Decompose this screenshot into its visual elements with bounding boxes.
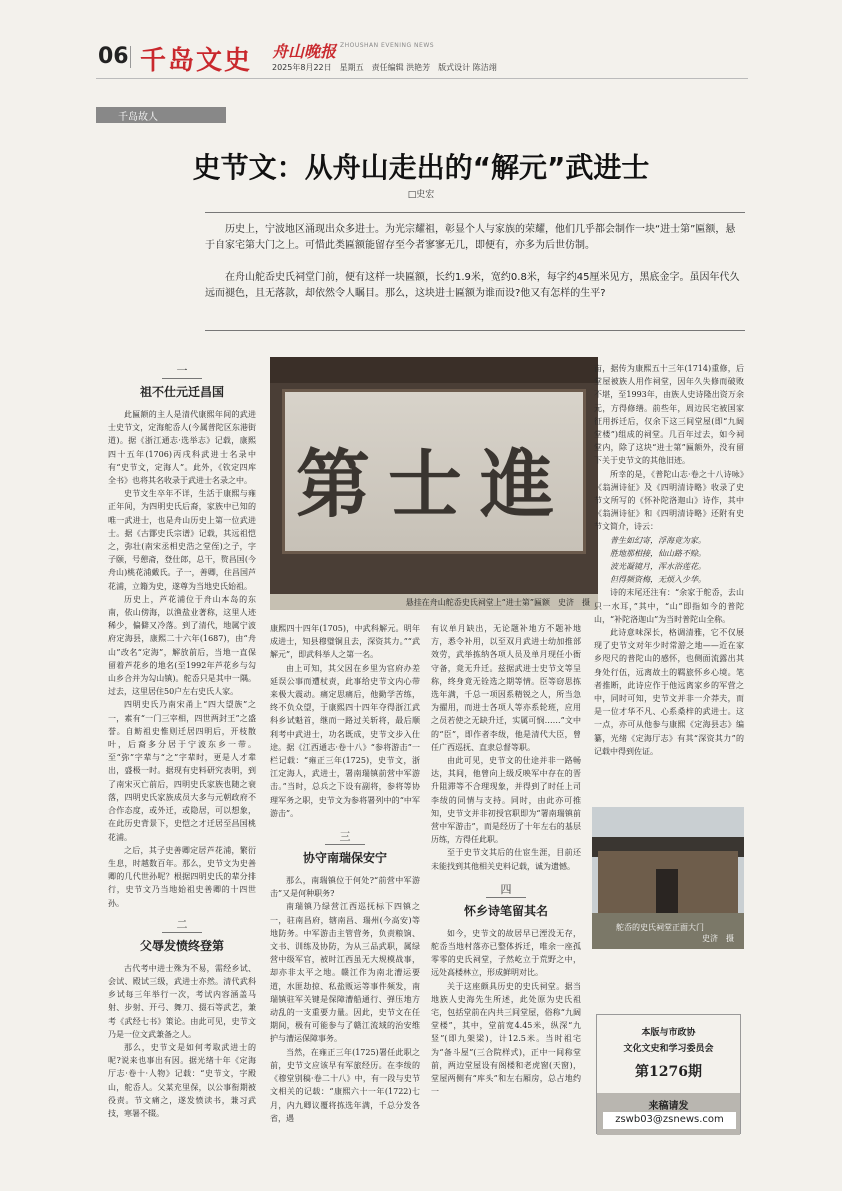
- submission-label: 来稿请发: [648, 1101, 689, 1112]
- photo-caption: [616, 922, 734, 944]
- body-paragraph: 亩，据传为康熙五十三年(1714)重修，后堂屋被族人用作祠堂，因年久失修而破败不堪，至1993年，由族人史诗隆出资万余元，方得修缮。前些年，周边民宅被国家征用拆迁后，仅余下这三间堂屋(即“九阔堂楼”)组成的祠堂。几百年过去，如今祠堂内，除了这块“进士第”匾额外，没有留下关于史节文的其他旧迹。: [594, 364, 744, 466]
- lead-paragraph: 历史上，宁波地区涌现出众多进士。为光宗耀祖，彰显个人与家族的荣耀，他们几乎都会制作一块“进士第”匾额，悬于自家宅第大门之上。可惜此类匾额能留存至今者寥寥无几，即便有，亦多为后世仿制。: [205, 224, 736, 251]
- column-3: [431, 622, 581, 1174]
- body-paragraph: 由上可知，其父因在乡里为官府办差延误公事而遭杖责，此事给史节文内心带来极大震动。痛定思痛后，他勤学苦练，终不负众望，于康熙四十四年夺得浙江武科乡试魁首，继而一路过关斩将，最后顺利考中武进士，功名既成，史节文步入仕途。据《江西通志·卷十八》“参将游击”一栏记载：“雍正三年(1725)，史节文，浙江定海人，武进士，署南瑞镇前营中军游击。”当时，总兵之下设有副将，参将等协理军务之职，史节文为参将署列中的“中军游击”。: [270, 663, 420, 818]
- section-rule: [325, 844, 365, 845]
- body-paragraph: 有议单月缺出，无论题补地方不题补地方，悉令补用，以至双月武进士幼加推部效劳，武举拣纳各项人员及单月现任小衙守备，竟无升迁。兹据武进士史节文等呈称，终身竟无铨选之期等情。臣等窃思拣选年满，千总一项因系精锐之人，所当急为擢用，而进士各项人等亦系轮班，应用之员若使之无缺升迁，实属可悯……”文中的“臣”，即作者李绂，他是清代大臣，曾任广西巡抚、直隶总督等职。: [431, 624, 581, 752]
- header-rule: [96, 78, 748, 79]
- lead-top-rule: [205, 212, 745, 213]
- photo-caption-line: 舵岙的史氏祠堂正面大门: [616, 923, 704, 932]
- section-heading: 怀乡诗笔留其名: [463, 903, 548, 918]
- poem-line: 胜地那相接，仙山路不赊。: [610, 548, 706, 558]
- section-number: 四: [500, 882, 512, 896]
- article-byline: □史宏: [407, 190, 435, 200]
- body-paragraph: 四明史氏乃南宋甬上“四大望族”之一，素有“一门三宰相，四世两封王”之盛誉。自鲂祖史惟则迁居四明后，开枝散叶，后裔多分居于宁波东乡一带。至“弥”字辈与“之”字辈时，更是人才辈出，盛极一时。据现有史料研究表明，到了南宋灭亡前后，四明史氏家族也随之衰落，四明史氏家族成员大多与元朝政府不合作态度，或外迁，或隐居，可以想象，在此历史背景下，史恺之才迁居至昌国桃花浦。: [108, 700, 256, 842]
- body-paragraph: 关于这座颇具历史的史氏祠堂。据当地族人史海先生所述，此处原为史氏祖宅，包括堂前在内共三间堂屋，俗称“九阔堂楼”，其中，堂前宽4.45米，纵深“九竖”(即九架梁)，计12.5米。当时祖宅为“备斗屋”(三合院样式)，正中一间称堂前，两边堂屋设有阁楼和老虎窗(天窗)，堂屋两侧有“库头”和左右厢房，总占地约一: [431, 981, 581, 1097]
- poem-line: 但得频资梅，无烦入少华。: [610, 575, 706, 585]
- column-2: [270, 622, 420, 1174]
- section-title: 千岛文史: [140, 46, 253, 76]
- body-paragraph: 康熙四十四年(1705)，中武科解元。明年成进士，知县穆璧铜且去，深资其力。”“武解元”，即武科举人之第一名。: [270, 624, 420, 660]
- column-4: [594, 362, 744, 798]
- column-tag: 千岛故人: [96, 107, 226, 123]
- newspaper-logo-subtitle: ZHOUSHAN EVENING NEWS: [340, 42, 435, 49]
- photo-credit: 史济 摄: [702, 934, 734, 943]
- section-number: 三: [339, 830, 351, 844]
- body-paragraph: 由此可见，史节文的仕途并非一路畅达，其间，他曾向上级反映军中存在的晋升阻滞等不合理现象，并得到了时任上司李绂的同情与支持。同时，由此亦可推知，史节文并非初授官职即为“署南瑞镇前营中军游击”，而是经历了十年左右的基层历练，方得任此职。: [431, 756, 581, 845]
- body-paragraph: 至于史节文其后的仕宦生涯，目前还未能找到其他相关史料记载，诚为遗憾。: [431, 848, 581, 871]
- column-1: [108, 362, 256, 1174]
- newspaper-logo: 舟山晚报: [272, 42, 337, 61]
- jinshi-plaque: [282, 389, 586, 554]
- body-paragraph: 当然，在雍正三年(1725)署任此职之前，史节文应该早有军旅经历。在李绂的《穆堂别稿·卷二十八》中，有一段与史节文相关的记载：“康熙六十一年(1722)七月，内九卿议覆将拣选年满，千总分发各省，遇: [270, 1047, 420, 1123]
- body-paragraph: 古代考中进士殊为不易，需经乡试、会试、殿试三级，武进士亦然。清代武科乡试每三年举行一次，考试内容涵盖马射、步射、开弓、舞刀、掇石等武艺，兼考《武经七书》策论。由此可见，史节文乃是一位文武兼备之人。: [108, 963, 256, 1039]
- section-rule: [486, 897, 526, 898]
- body-paragraph: 史节文生卒年不详，生活于康熙与雍正年间，为四明史氏后裔，家族中已知的唯一武进士，也是舟山历史上第一位武进士。据《古鄮史氏宗谱》记载，其远祖恺之，弥壮(南宋丞相史浩之堂侄)之子，字子颐，号憩斋，登仕郎，总干，赘昌国(今舟山)桃花浦戴氏。子一，善卿，住昌国芦花浦，立籍为史，遂尊为当地史氏始祖。: [108, 489, 256, 591]
- poem-line: 波光凝镜月，浑水浴莲花。: [610, 562, 706, 572]
- article-headline: 史节文：从舟山走出的“解元”武进士: [192, 151, 650, 184]
- ancestral-hall-photo: [592, 807, 744, 949]
- header-info: 2025年8月22日 星期五 责任编辑 洪艳芳 版式设计 陈洁翊: [272, 63, 497, 72]
- header-divider: [130, 46, 131, 68]
- body-paragraph: 那么，南瑞镇位于何处?“前营中军游击”又是何种职务?: [270, 876, 420, 899]
- section-rule: [162, 378, 202, 379]
- photo-caption: 悬挂在舟山舵岙史氏祠堂上“进士第”匾额 史济 摄: [270, 594, 598, 610]
- plaque-photo: [270, 357, 598, 610]
- section-heading: 父辱发愤终登第: [139, 938, 224, 953]
- section-heading: 协守南瑞保安宁: [302, 851, 387, 866]
- body-paragraph: 南瑞镇乃绿营江西巡抚标下四镇之一，驻南昌府，辖南昌、瑞州(今高安)等地防务。中军游击主管营务，负责粮饷、文书、训练及协防，为从三品武职，属绿营中级军官，被时江西虽无大规模战事，却亦非太平之地。赣江作为南北漕运要道，水匪劫掠、私盐贩运等事件频发，南瑞镇驻军关键是保障漕船通行、弹压地方动乱的一支重要力量。因此，史节文在任期间，极有可能参与了赣江流域的治安维护与漕运保障事务。: [270, 902, 420, 1044]
- box-line: 本版与市政协: [641, 1028, 696, 1038]
- body-paragraph: 之后，其子史善卿定居芦花浦，繁衍生息，时越数百年。那么，史节文为史善卿的几代世孙呢？根据四明史氏的辈分排行，史节文乃当地始祖史善卿的十四世孙。: [108, 845, 256, 908]
- body-paragraph: 所幸的是，《普陀山志·卷之十八诗咏》《翁洲诗征》及《四明清诗略》收录了史节文所写的《怀补陀洛迦山》诗作，其中《翁洲诗征》和《四明清诗略》还附有史节文简介，诗云：: [594, 469, 744, 532]
- lead-paragraph: 在舟山舵岙史氏祠堂门前，便有这样一块匾额，长约1.9米，宽约0.8米，每字约45厘米见方，黑底金字。虽因年代久远而褪色，且无落款，却依然令人瞩目。那么，这块进士匾额为谁而设?他又有怎样的生平?: [205, 272, 740, 299]
- plaque-inscription: 第士進: [296, 442, 572, 528]
- body-paragraph: 如今，史节文的故居早已湮没无存，舵岙当地村落亦已整体拆迁，唯余一座孤零零的史氏祠堂，子然屹立于荒野之中，远处高楼林立，形成鲜明对比。: [431, 928, 581, 978]
- lead-bottom-rule: [205, 330, 745, 331]
- body-paragraph: 此匾额的主人是清代康熙年间的武进士史节文，定海舵岙人(今属普陀区东港街道)。据《浙江通志·选举志》记载，康熙四十五年(1706)丙戌科武进士名录中有“史节文，定海人”。此外，《钦定四库全书》也将其名收录于武进士名录之中。: [108, 410, 256, 486]
- poem-line: 普生如幻寄，浮海竟为家。: [610, 535, 706, 545]
- body-paragraph: 历史上，芦花浦位于舟山本岛的东南，依山傍海，以渔盐业著称，这里人迹稀少，偏僻又冷落。到了清代，地属宁波府定海县，康熙二十六年(1687)，由“舟山”改名“定海”，解放前后，当地一直保留着芦花乡的地名(至1992年芦花乡与勾山乡合并为勾山镇)。舵岙只是其中一隅。过去，这里居住50户左右史氏人家。: [108, 594, 256, 697]
- issue-number: 第1276期: [635, 1064, 702, 1080]
- section-rule: [162, 932, 202, 933]
- body-paragraph: 那么，史节文是如何考取武进士的呢?说来也事出有因。据光绪十年《定海厅志·卷十·人物》记载：“史节文，字殿山，舵岙人。父某充里保，以公事衔期被役责。节文痛之，遂发愤读书，兼习武技，寒暑不辍。: [108, 1042, 256, 1118]
- body-paragraph: 此诗意味深长，格调清雅，它不仅展现了史节文对年少时常游之地——近在家乡咫尺的普陀山的感怀，也侧面流露出其身处行伍，远离故土的羁旅怀乡心境。笔者推断，此诗应作于他远离家乡的军营之中，同时可知，史节文并非一介莽夫，而是一位才华不凡、心系桑梓的武进士。这一点，亦可从他参与康熙《定海县志》编纂，光绪《定海厅志》有其“深资其力”的记载中得到佐证。: [594, 628, 744, 756]
- body-paragraph: 诗的末尾还注有：“余家于舵岙，去山只一水耳，”其中，“山”即指如今的普陀山，“补陀洛迦山”为当时普陀山全称。: [594, 588, 744, 624]
- section-number: 一: [176, 364, 188, 377]
- issue-info-box: [596, 1014, 741, 1134]
- page-number: 06: [98, 44, 129, 69]
- submission-email[interactable]: zswb03@zsnews.com: [603, 1112, 736, 1129]
- box-line: 文化文史和学习委员会: [623, 1044, 714, 1054]
- section-number: 二: [176, 917, 188, 931]
- section-heading: 祖不仕元迁昌国: [139, 385, 224, 399]
